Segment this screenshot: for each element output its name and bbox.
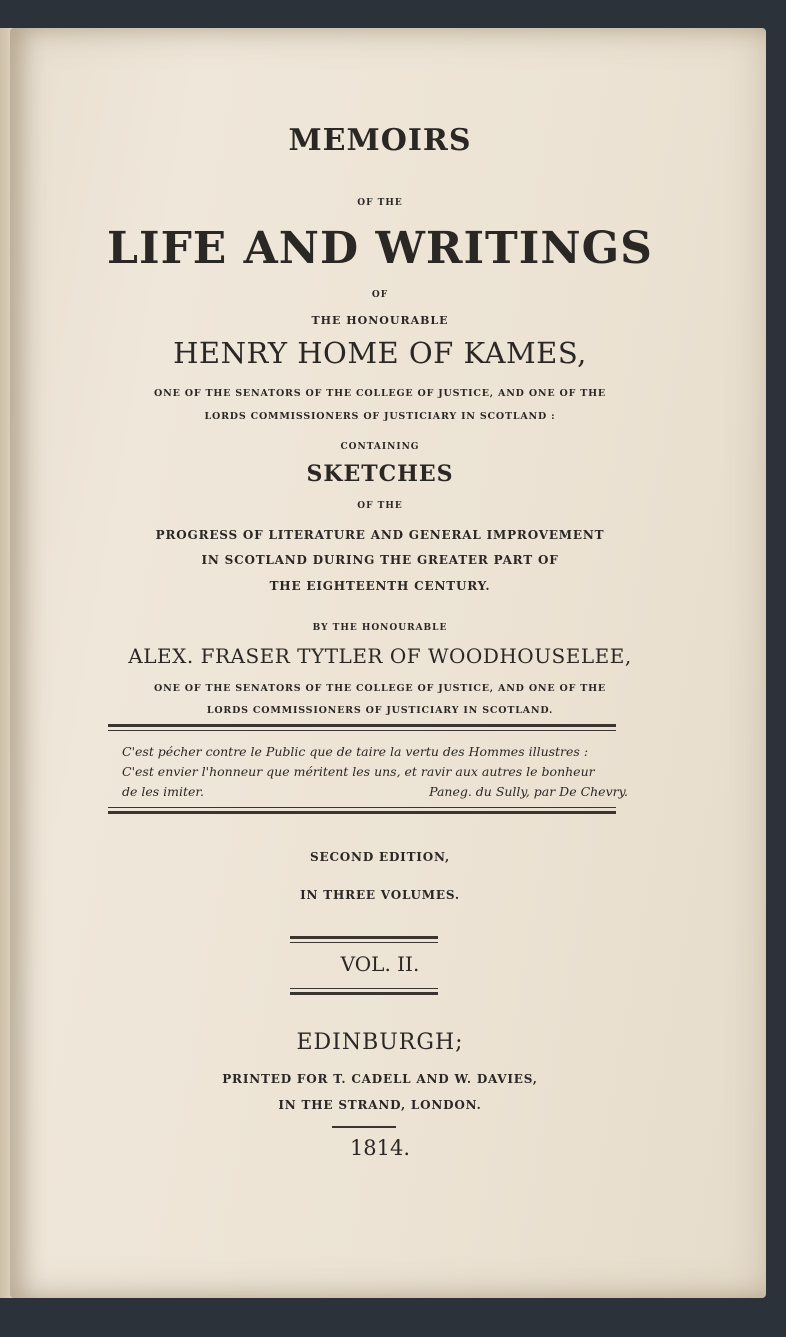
title-page [10,28,766,1298]
progress-line1: PROGRESS OF LITERATURE AND GENERAL IMPROVEMENT [155,528,605,542]
heading-memoirs: MEMOIRS [288,123,472,158]
the-honourable-1: THE HONOURABLE [311,314,449,327]
publication-year: 1814. [349,1136,411,1160]
by-the-honourable: BY THE HONOURABLE [312,623,448,633]
volume-number: VOL. II. [340,952,420,976]
volumes: IN THREE VOLUMES. [300,888,460,902]
quote-line2: C'est envier l'honneur que méritent les uns, et ravir aux autres le bonheur [122,764,595,779]
author-name: ALEX. FRASER TYTLER OF WOODHOUSELEE, [128,644,632,668]
quote-top-rule-thick [108,724,616,727]
volume-top-rule-thick [290,936,438,939]
quote-bottom-rule-thin [108,807,616,808]
printer-line1: PRINTED FOR T. CADELL AND W. DAVIES, [222,1072,538,1086]
subject-title-line1: ONE OF THE SENATORS OF THE COLLEGE OF JUSTICE, AND ONE OF THE [154,388,606,399]
progress-line2: IN SCOTLAND DURING THE GREATER PART OF [201,553,559,567]
edition: SECOND EDITION, [310,850,450,864]
subject-title-line2: LORDS COMMISSIONERS OF JUSTICIARY IN SCOTLAND : [204,411,556,422]
heading-sketches: SKETCHES [306,461,454,487]
volume-bottom-rule-thin [290,988,438,989]
of: OF [371,290,389,300]
subject-name: HENRY HOME OF KAMES, [173,336,587,370]
of-the-1: OF THE [357,198,403,208]
place-of-publication: EDINBURGH; [296,1030,464,1055]
quote-top-rule-thin [108,730,616,731]
volume-bottom-rule-thick [290,992,438,995]
author-title-line1: ONE OF THE SENATORS OF THE COLLEGE OF JUSTICE, AND ONE OF THE [154,683,606,694]
quote-citation: Paneg. du Sully, par De Chevry. [429,784,628,799]
year-rule [332,1126,396,1128]
author-title-line2: LORDS COMMISSIONERS OF JUSTICIARY IN SCOTLAND. [206,705,554,716]
quote-line1: C'est pécher contre le Public que de taire la vertu des Hommes illustres : [122,744,589,759]
printer-line2: IN THE STRAND, LONDON. [278,1098,482,1112]
of-the-2: OF THE [357,501,403,511]
volume-top-rule-thin [290,942,438,943]
quote-line3: de les imiter. [122,784,205,799]
progress-line3: THE EIGHTEENTH CENTURY. [269,579,491,593]
quote-bottom-rule-thick [108,811,616,814]
containing: CONTAINING [340,442,420,452]
heading-life-and-writings: LIFE AND WRITINGS [107,223,653,274]
epigraph [122,742,628,802]
